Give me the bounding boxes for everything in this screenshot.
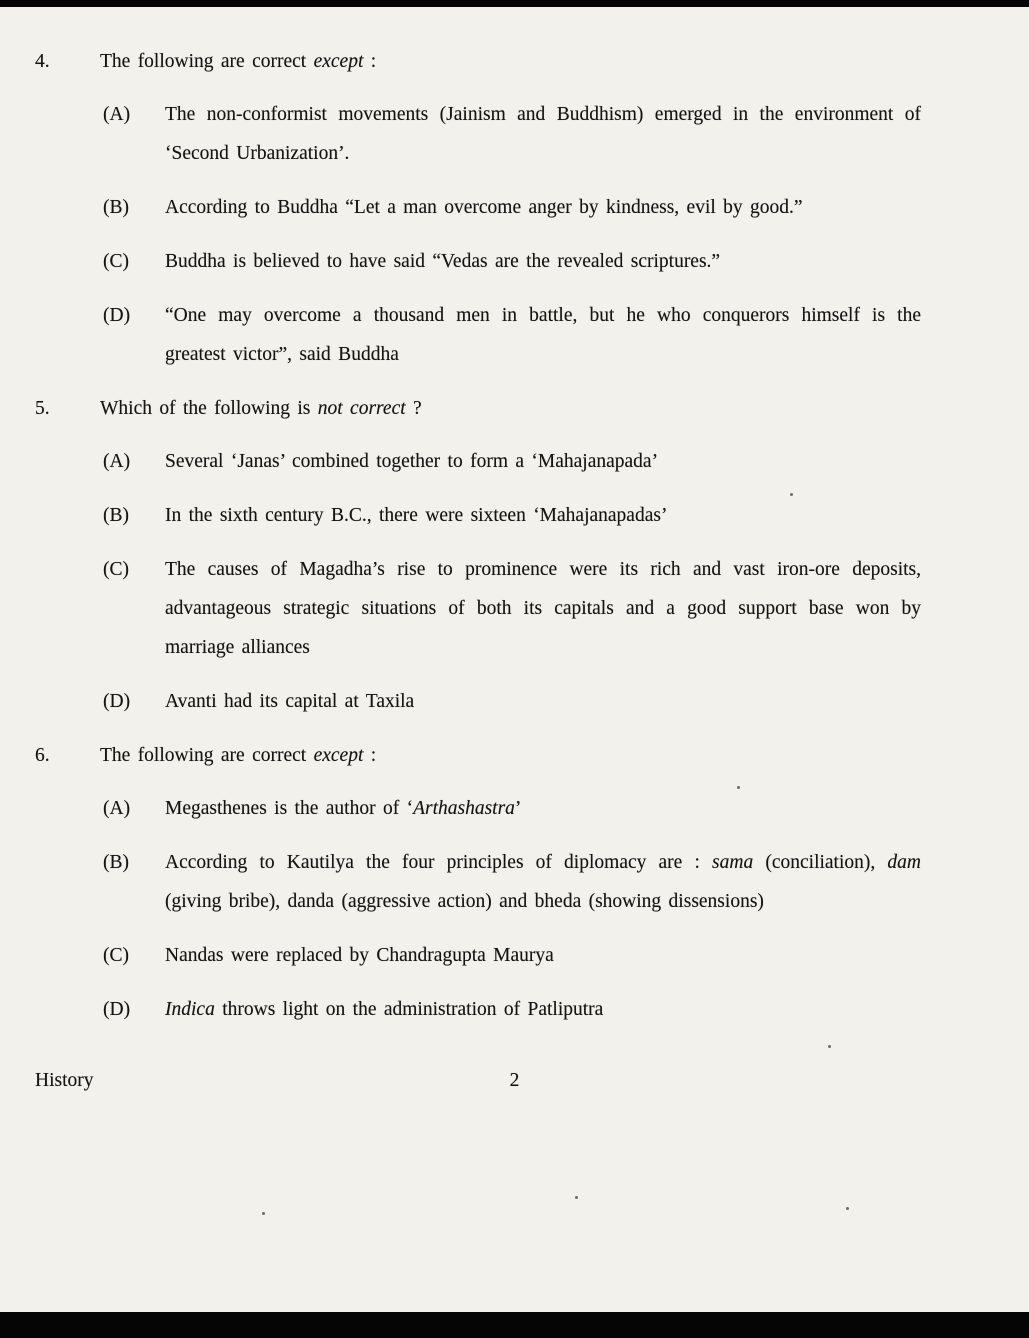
- stem-segment-italic: except: [313, 51, 364, 72]
- stem-segment-italic: except: [313, 745, 364, 766]
- option-text-segment-italic: Arthashastra: [413, 798, 515, 819]
- option-text: [165, 789, 921, 828]
- option-text-segment: ’: [514, 798, 522, 819]
- option-text-segment: (conciliation),: [753, 852, 888, 873]
- option-letter: (A): [103, 104, 131, 125]
- footer-document-title: History: [35, 1070, 94, 1091]
- option-letter: (D): [103, 691, 131, 712]
- option-row: [103, 682, 921, 721]
- question-stem: [100, 736, 921, 775]
- footer-page-number: 2: [509, 1070, 520, 1091]
- option-text: [165, 843, 921, 921]
- option-row: [103, 990, 921, 1029]
- stem-segment: The following are correct: [100, 745, 314, 766]
- option-letter: (B): [103, 852, 129, 873]
- option-letter: (A): [103, 798, 131, 819]
- option-letter: (C): [103, 251, 129, 272]
- question-stem: [100, 42, 921, 81]
- stem-segment: ?: [405, 398, 422, 419]
- option-letter: (C): [103, 559, 129, 580]
- question-number: 4.: [35, 51, 50, 72]
- option-row: [103, 296, 921, 374]
- question-4: [35, 42, 921, 374]
- option-text: [165, 550, 921, 667]
- option-text: [165, 496, 921, 535]
- scan-speck: [737, 786, 740, 789]
- question-stem-row: [35, 389, 921, 428]
- option-row: [103, 496, 921, 535]
- question-stem-row: [35, 736, 921, 775]
- option-text: [165, 990, 921, 1029]
- stem-segment: The following are correct: [100, 51, 314, 72]
- scan-edge-bottom: [0, 1312, 1029, 1338]
- option-row: [103, 936, 921, 975]
- option-text-segment: (giving bribe), danda (aggressive action) and bheda (showing dissensions): [165, 891, 764, 912]
- option-text: [165, 95, 921, 173]
- question-6: [35, 736, 921, 1029]
- option-letter: (C): [103, 945, 129, 966]
- option-text-segment: throws light on the administration of Patliputra: [214, 999, 604, 1020]
- option-letter: (B): [103, 197, 129, 218]
- page-footer: [0, 1061, 1029, 1100]
- option-row: [103, 442, 921, 481]
- option-text: [165, 442, 921, 481]
- option-text: [165, 296, 921, 374]
- option-text-segment: Megasthenes is the author of ‘: [165, 798, 414, 819]
- option-row: [103, 188, 921, 227]
- scan-speck: [575, 1196, 578, 1199]
- option-row: [103, 789, 921, 828]
- stem-segment: Which of the following is: [100, 398, 318, 419]
- stem-segment: :: [363, 51, 377, 72]
- option-letter: (A): [103, 451, 131, 472]
- question-number: 5.: [35, 398, 50, 419]
- question-number: 6.: [35, 745, 50, 766]
- option-text: [165, 188, 921, 227]
- option-text-segment: The causes of Magadha’s rise to prominence were its rich and vast iron-ore deposits, advantageous strategic situations of both its capitals and a good support base won by marriage alliances: [165, 559, 921, 658]
- option-text-segment-italic: Indica: [165, 999, 215, 1020]
- question-5: [35, 389, 921, 721]
- stem-segment-italic: not correct: [317, 398, 406, 419]
- option-letter: (D): [103, 305, 131, 326]
- option-text: [165, 242, 921, 281]
- option-text-segment: Nandas were replaced by Chandragupta Maurya: [165, 945, 554, 966]
- option-text-segment: Buddha is believed to have said “Vedas are the revealed scriptures.”: [165, 251, 721, 272]
- scan-speck: [828, 1045, 831, 1048]
- option-row: [103, 843, 921, 921]
- option-text-segment: Avanti had its capital at Taxila: [165, 691, 415, 712]
- option-text-segment-italic: dam: [887, 852, 921, 873]
- option-text: [165, 682, 921, 721]
- option-row: [103, 550, 921, 667]
- question-stem: [100, 389, 921, 428]
- scan-speck: [262, 1212, 265, 1215]
- stem-segment: :: [363, 745, 377, 766]
- scan-speck: [846, 1207, 849, 1210]
- option-row: [103, 242, 921, 281]
- option-text-segment-italic: sama: [712, 852, 754, 873]
- option-text-segment: According to Buddha “Let a man overcome anger by kindness, evil by good.”: [165, 197, 803, 218]
- option-row: [103, 95, 921, 173]
- option-text-segment: Several ‘Janas’ combined together to form a ‘Mahajanapada’: [165, 451, 659, 472]
- scan-speck: [790, 493, 793, 496]
- question-stem-row: [35, 42, 921, 81]
- scan-edge-top: [0, 0, 1029, 7]
- option-text: [165, 936, 921, 975]
- option-letter: (B): [103, 505, 129, 526]
- option-text-segment: According to Kautilya the four principles of diplomacy are :: [165, 852, 713, 873]
- option-letter: (D): [103, 999, 131, 1020]
- option-text-segment: The non-conformist movements (Jainism and Buddhism) emerged in the environment of ‘Second Urbanization’.: [165, 104, 921, 164]
- option-text-segment: In the sixth century B.C., there were sixteen ‘Mahajanapadas’: [165, 505, 668, 526]
- option-text-segment: “One may overcome a thousand men in battle, but he who conquerors himself is the greatest victor”, said Buddha: [165, 305, 921, 365]
